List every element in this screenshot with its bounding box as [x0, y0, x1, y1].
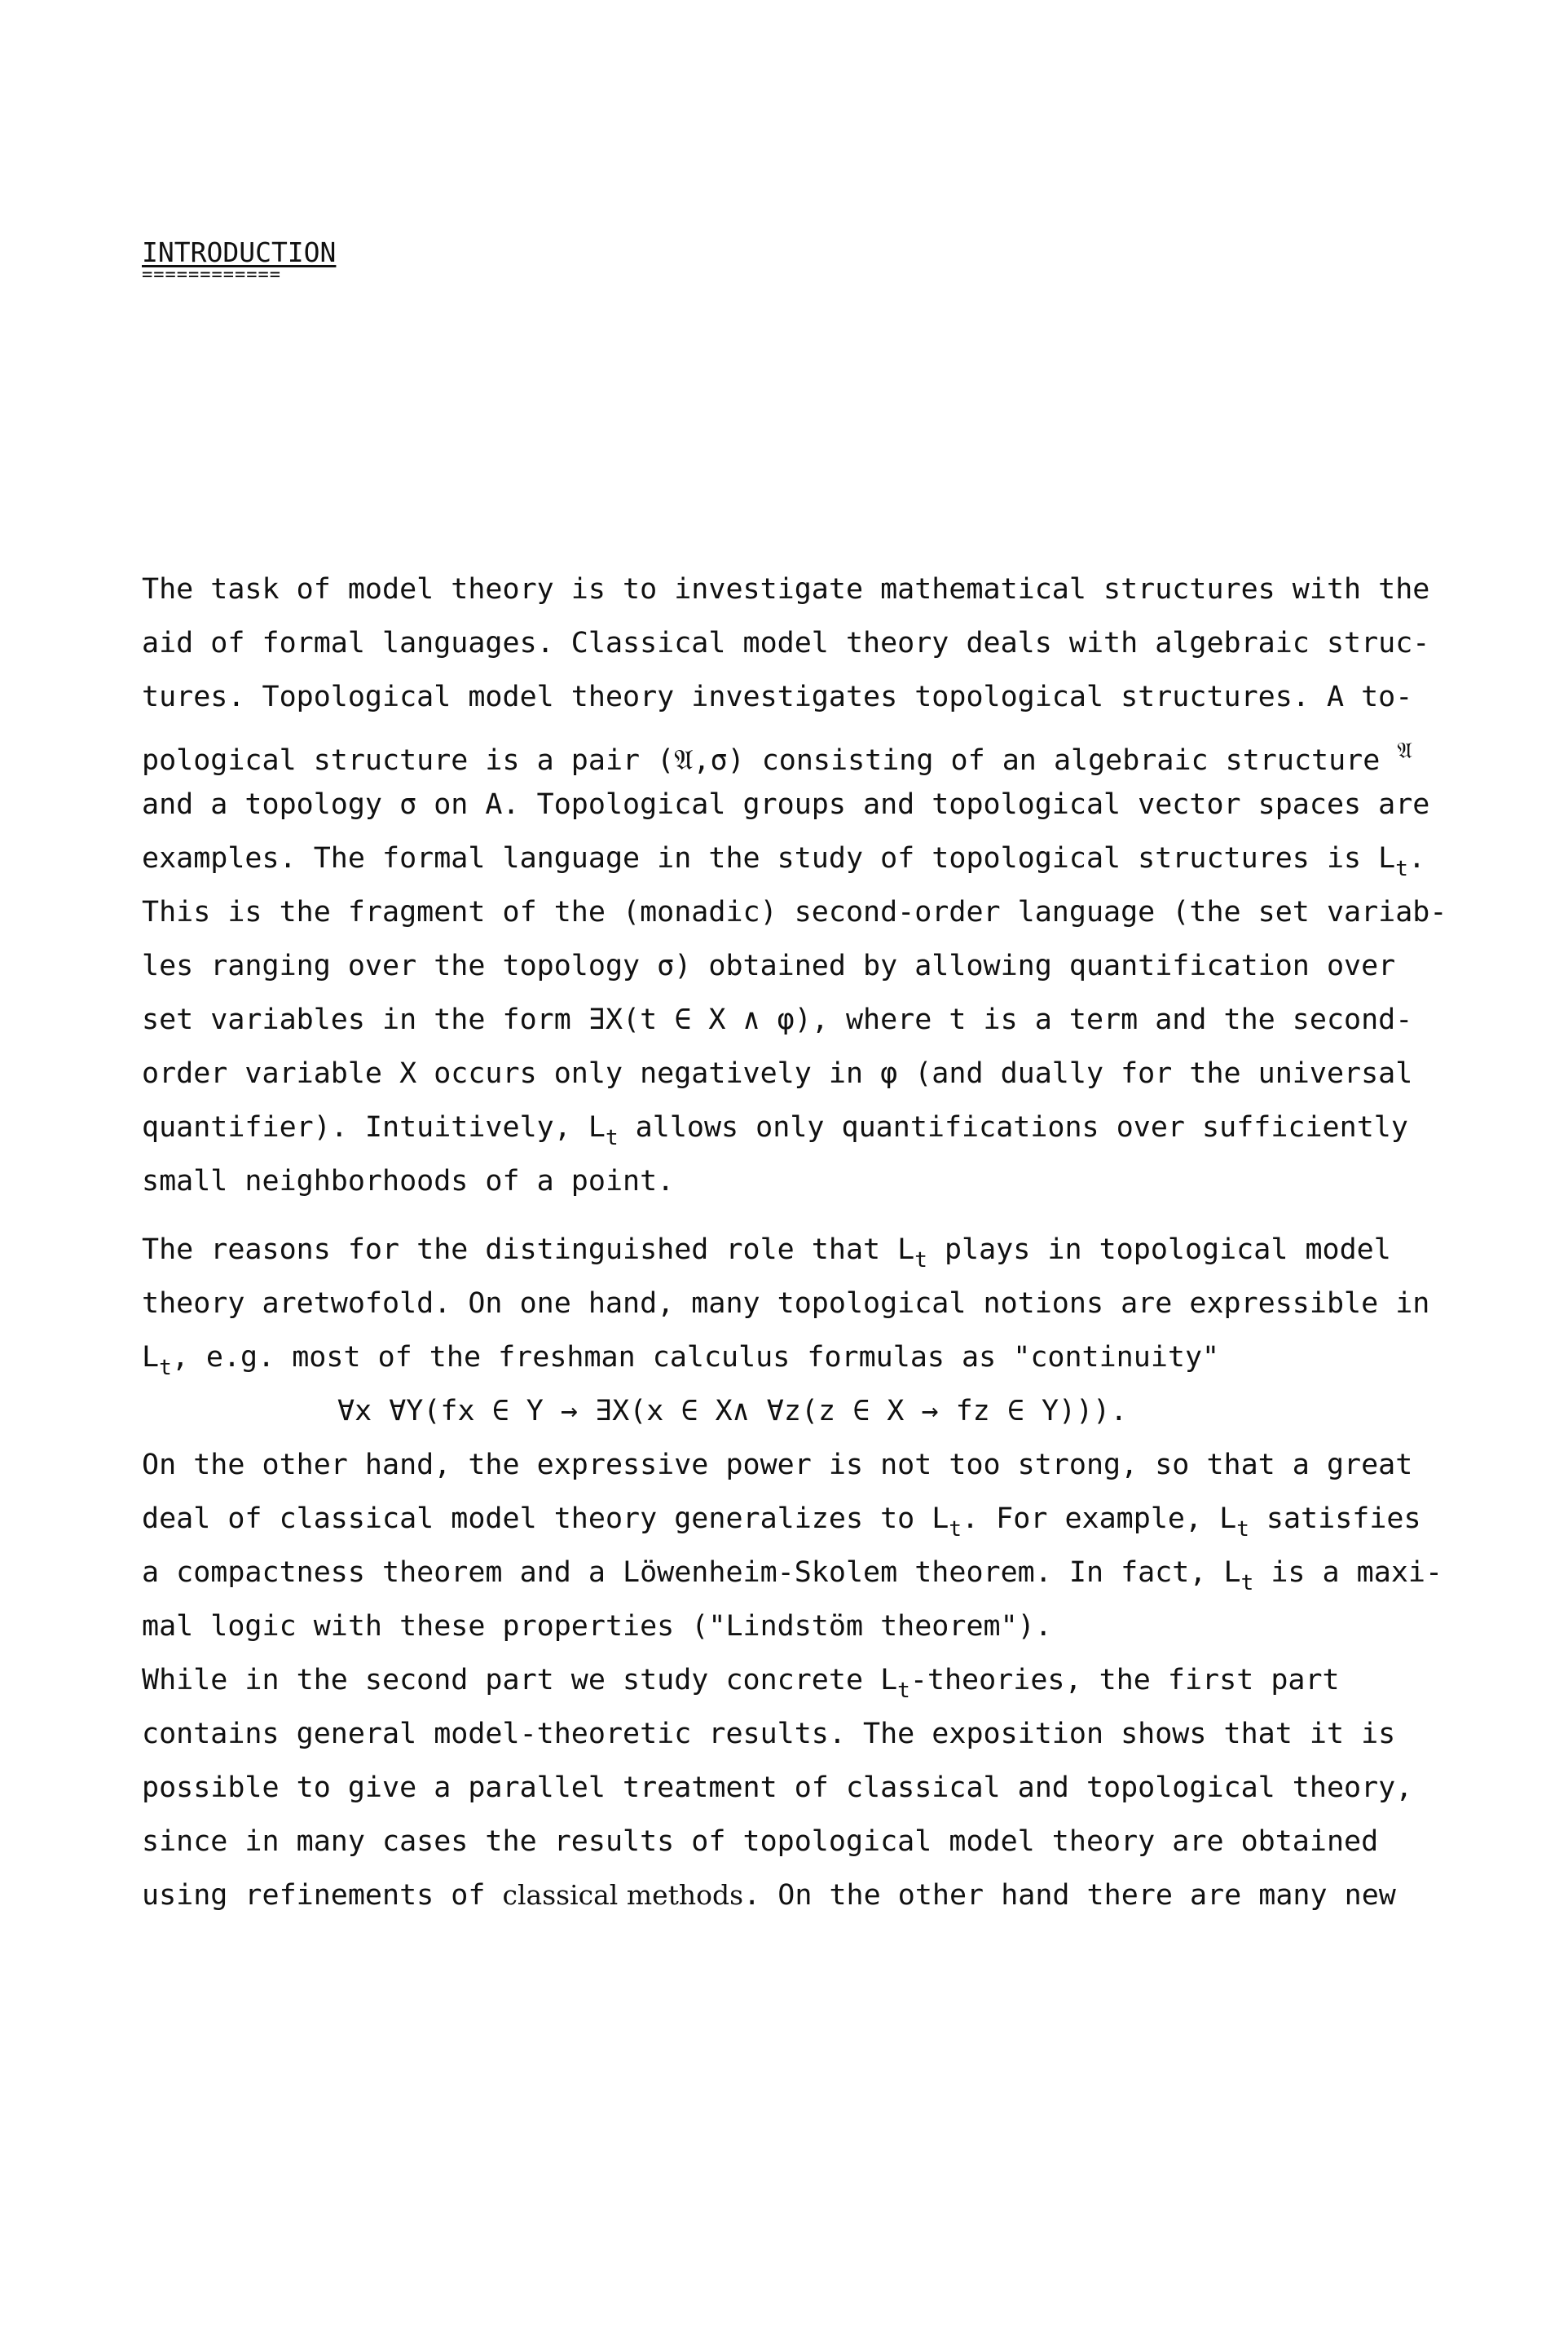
text-line — [142, 1868, 1413, 1922]
paragraph-gap — [142, 1208, 1413, 1223]
text-segment: quantifier). Intuitively, L — [142, 1111, 606, 1144]
text-segment: is a maxi- — [1253, 1556, 1443, 1589]
text-segment: The reasons for the distinguished role that L — [142, 1233, 915, 1266]
text-segment: deal of classical model theory generalizes to L — [142, 1502, 949, 1535]
text-line: On the other hand, the expressive power is not too strong, so that a great — [142, 1449, 1413, 1481]
heading-double-underline: ============ — [142, 265, 281, 285]
heading-title: INTRODUCTION — [142, 236, 337, 268]
paragraph-3 — [142, 1653, 1413, 1922]
text-line: set variables in the form ∃X(t ∈ X ∧ φ), where t is a term and the second- — [142, 1004, 1413, 1036]
text-line: and a topology σ on A. Topological groups and topological vector spaces are — [142, 788, 1430, 821]
subscript: t — [159, 1356, 172, 1380]
text-line: contains general model-theoretic results. The exposition shows that it is — [142, 1718, 1396, 1750]
text-line: tures. Topological model theory investigates topological structures. A to- — [142, 681, 1413, 713]
subscript: t — [1395, 857, 1408, 881]
text-segment: a compactness theorem and a Löwenheim-Skolem theorem. In fact, L — [142, 1556, 1241, 1589]
paragraph-1 — [142, 562, 1447, 1208]
text-line: The task of model theory is to investigate mathematical structures with the — [142, 573, 1430, 606]
text-segment: L — [142, 1341, 160, 1374]
text-segment: pological structure is a pair (𝔄,σ) consisting of an algebraic structure — [142, 744, 1398, 777]
text-segment: . For example, L — [962, 1502, 1237, 1535]
subscript: t — [605, 1126, 619, 1150]
text-line — [142, 724, 1413, 778]
text-line: theory aretwofold. On one hand, many topological notions are expressible in — [142, 1287, 1430, 1320]
text-segment: examples. The formal language in the study of topological structures is L — [142, 842, 1396, 875]
continuity-formula: ∀x ∀Y(fx ∈ Y → ∃X(x ∈ X∧ ∀z(z ∈ X → fz ∈ Y))). — [337, 1395, 1128, 1427]
body-text — [142, 562, 1447, 1922]
text-line: aid of formal languages. Classical model theory deals with algebraic struc- — [142, 627, 1430, 660]
text-segment: -theories, the first part — [910, 1664, 1340, 1696]
text-segment: satisfies — [1249, 1502, 1421, 1535]
text-line — [142, 832, 1425, 885]
section-heading — [142, 236, 337, 285]
text-segment: , e.g. most of the freshman calculus formulas as "continuity" — [171, 1341, 1220, 1374]
subscript: t — [1236, 1517, 1249, 1542]
text-segment: . — [1407, 842, 1425, 875]
text-segment: using refinements of — [142, 1879, 503, 1912]
text-line — [142, 1330, 1413, 1384]
subscript: t — [949, 1517, 962, 1542]
text-segment: While in the second part we study concrete L — [142, 1664, 898, 1696]
text-line: les ranging over the topology σ) obtained by allowing quantification over — [142, 950, 1396, 982]
paragraph-2 — [142, 1223, 1443, 1653]
text-line: mal logic with these properties ("Lindstöm theorem"). — [142, 1610, 1052, 1643]
text-line: since in many cases the results of topological model theory are obtained — [142, 1825, 1379, 1858]
text-segment: plays in topological model — [927, 1233, 1391, 1266]
text-line — [142, 1492, 1421, 1546]
text-line: small neighborhoods of a point. — [142, 1165, 675, 1198]
text-line: possible to give a parallel treatment of classical and topological theory, — [142, 1771, 1413, 1804]
text-segment: . On the other hand there are many new — [743, 1879, 1396, 1912]
subscript: t — [1240, 1571, 1254, 1595]
fraktur-symbol: 𝔄 — [1397, 737, 1412, 764]
text-segment: allows only quantifications over sufficiently — [618, 1111, 1408, 1144]
subscript: t — [914, 1248, 927, 1273]
text-line: order variable X occurs only negatively in φ (and dually for the universal — [142, 1057, 1413, 1090]
text-line — [142, 1653, 1413, 1707]
text-line — [142, 1101, 1413, 1154]
text-line — [142, 1223, 1413, 1277]
subscript: t — [897, 1679, 910, 1703]
text-line: This is the fragment of the (monadic) second-order language (the set variab- — [142, 896, 1447, 929]
serif-insert: classical methods — [502, 1879, 744, 1911]
text-line — [142, 1546, 1443, 1599]
